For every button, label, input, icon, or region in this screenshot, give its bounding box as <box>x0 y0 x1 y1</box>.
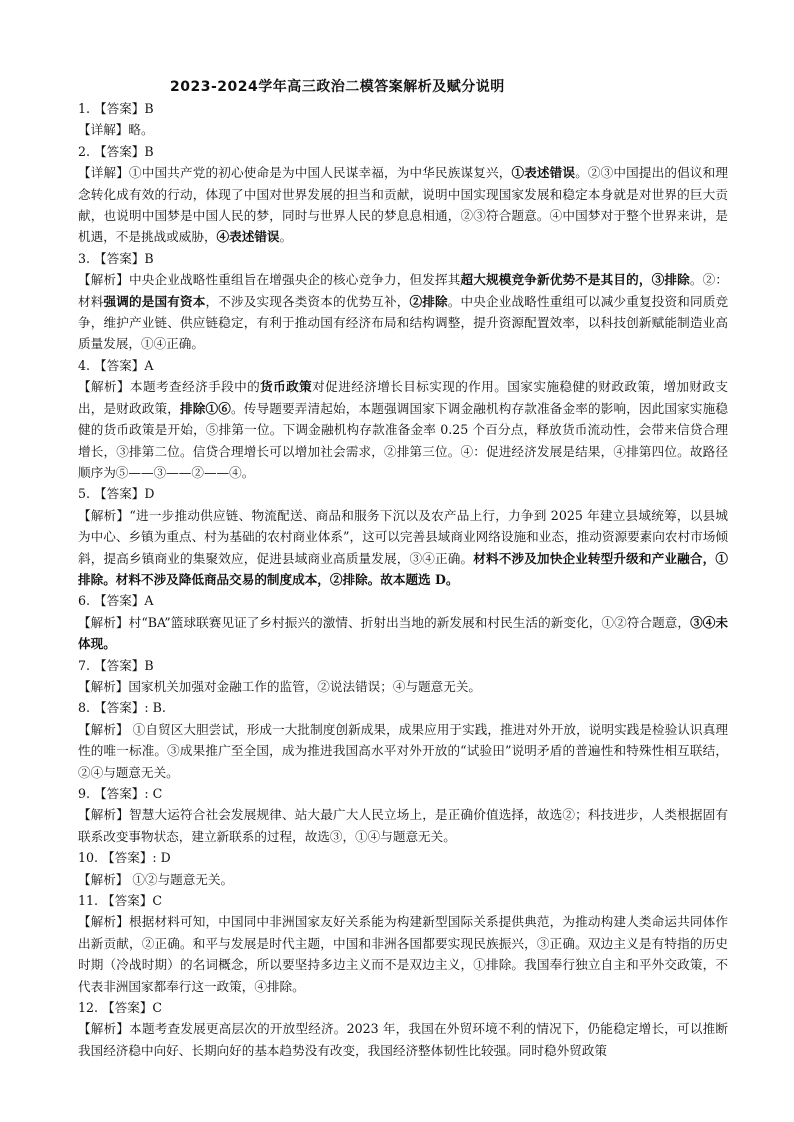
text-span: 【详解】略。 <box>78 122 154 138</box>
explanation-paragraph <box>78 869 728 890</box>
answer-line: 7. 【答案】B <box>78 657 154 673</box>
answer-line: 5. 【答案】D <box>78 486 155 502</box>
answer-line: 9. 【答案】: C <box>78 786 163 801</box>
text-span: 。传导题要弄清起始，本题强调国家下调金融机构存款准备金率的影响，因此国家实施稳健的货币政策是开始，⑤排第一位。下调金融机构存款准备金率 0.25 个百分点，释放货币流动性，会带来信贷合理增长，③排第二位。信贷合理增长可以增加社会需求，②排第三位。④：促进经济发展是结果，④排第四位。故路径顺序为⑤——③——②——④。 <box>78 400 729 480</box>
text-span: ，不涉及实现各类资本的优势互补， <box>205 293 410 309</box>
bold-text: 材料不涉及加快企业转型升级和产业融合，①排除。材料不涉及降低商品交易的制度成本，②排除。故本题选 D。 <box>78 550 729 587</box>
bold-text: 排除①⑥ <box>180 400 231 416</box>
text-span: 【详解】①中国共产党的初心使命是为中国人民谋幸福，为中华民族谋复兴， <box>78 165 512 181</box>
answer-line: 2. 【答案】B <box>78 143 154 159</box>
text-span: 。中央企业战略性重组可以减少重复投资和同质竞争，维护产业链、供应链稳定，有利于推动国有经济布局和结构调整，提升资源配置效率，以科技创新赋能制造业高质量发展，①④正确。 <box>78 293 729 352</box>
answer-line: 10. 【答案】: D <box>78 850 171 866</box>
answer-line: 1. 【答案】B <box>78 101 154 116</box>
answer-line: 3. 【答案】B <box>78 250 154 266</box>
text-span: 【解析】根据材料可知，中国同中非洲国家友好关系能为构建新型国际关系提供典范，为推动构建人类命运共同体作出新贡献，②正确。和平与发展是时代主题，中国和非洲各国都要实现民族振兴，③正确。双边主义是有特指的历史时期（冷战时期）的名词概念，所以要坚持多边主义而不是双边主义，①排除。我国奉行独立自主和平外交政策，不代表非洲国家都奉行这一政策，④排除。 <box>78 914 728 994</box>
explanation-paragraph <box>78 804 728 847</box>
explanation-paragraph <box>78 505 728 591</box>
text-span: 【解析】本题考查经济手段中的 <box>78 379 261 395</box>
text-span: 对促进经济增长目标实现的作用。国家实施稳健的财政政策，增加财政支出，是财政政策， <box>78 379 729 416</box>
text-span: 。 <box>279 229 293 245</box>
answer-line: 8. 【答案】: B. <box>78 700 166 716</box>
explanation-paragraph <box>78 119 728 140</box>
explanation-paragraph <box>78 612 728 655</box>
bold-text: ①表述错误 <box>511 165 576 181</box>
text-span: 【解析】 ①自贸区大胆尝试，形成一大批制度创新成果，成果应用于实践，推进对外开放，说明实践是检验认识真理性的唯一标准。③成果推广至全国，成为推进我国高水平对外开放的“试验田”说明矛盾的普遍性和特殊性相互联结，②④与题意无关。 <box>78 721 728 780</box>
bold-text: ③④未体现。 <box>78 614 729 652</box>
explanation-paragraph <box>78 676 728 697</box>
text-span: 【解析】智慧大运符合社会发展规律、站大最广大人民立场上，是正确价值选择，故选②；科技进步，人类根据固有联系改变事物状态，建立新联系的过程，故选③，①④与题意无关。 <box>78 807 728 844</box>
text-span: 。②③中国提出的倡议和理念转化成有效的行动，体现了中国对世界发展的担当和贡献，说明中国实现国家发展和稳定本身就是对世界的巨大贡献，也说明中国梦是中国人民的梦，同时与世界人民的梦息息相通，②③符合题意。④中国梦对于整个世界来讲，是机遇，不是挑战或威胁， <box>78 165 729 245</box>
answer-list <box>78 98 728 1061</box>
explanation-paragraph <box>78 1018 728 1061</box>
answer-line: 6. 【答案】A <box>78 593 154 609</box>
explanation-paragraph <box>78 719 728 783</box>
text-span: 【解析】本题考查发展更高层次的开放型经济。2023 年，我国在外贸环境不利的情况下，仍能稳定增长，可以推断我国经济稳中向好、长期向好的基本趋势没有改变，我国经济整体韧性比较强。同时稳外贸政策 <box>78 1021 728 1058</box>
answer-line: 11. 【答案】C <box>78 893 163 909</box>
text-span: 【解析】国家机关加强对金融工作的监管，②说法错误；④与题意无关。 <box>78 678 481 694</box>
text-span: 【解析】村“BA”篮球联赛见证了乡村振兴的激情、折射出当地的新发展和村民生活的新变化，①②符合题意， <box>78 614 691 630</box>
explanation-paragraph <box>78 269 728 355</box>
text-span: 【解析】 ①②与题意无关。 <box>78 871 234 887</box>
bold-text: 货币政策 <box>260 379 313 395</box>
answer-line: 4. 【答案】A <box>78 357 154 373</box>
bold-text: 强调的是国有资本 <box>103 293 206 309</box>
document-page <box>78 76 728 1061</box>
explanation-paragraph <box>78 376 728 483</box>
text-span: 【解析】“进一步推动供应链、物流配送、商品和服务下沉以及农产品上行，力争到 2025 年建立县域统筹，以县城为中心、乡镇为重点、村为基础的农村商业体系”，这可以完善县域商业网络设施和业态，推动资源要素向农村市场倾斜，提高乡镇商业的集聚效应，促进县域商业高质量发展，③④正确。 <box>78 507 728 566</box>
bold-text: ④表述错误 <box>216 229 280 245</box>
text-span: 。②：材料 <box>78 272 729 309</box>
page-title: 2023-2024学年高三政治二模答案解析及赋分说明 <box>170 79 505 95</box>
answer-line: 12. 【答案】C <box>78 1000 163 1016</box>
bold-text: ②排除 <box>409 293 448 309</box>
explanation-paragraph <box>78 162 728 248</box>
text-span: 【解析】中央企业战略性重组旨在增强央企的核心竞争力，但发挥其 <box>78 272 461 288</box>
explanation-paragraph <box>78 911 728 997</box>
bold-text: 超大规模竞争新优势不是其目的，③排除 <box>460 272 690 288</box>
